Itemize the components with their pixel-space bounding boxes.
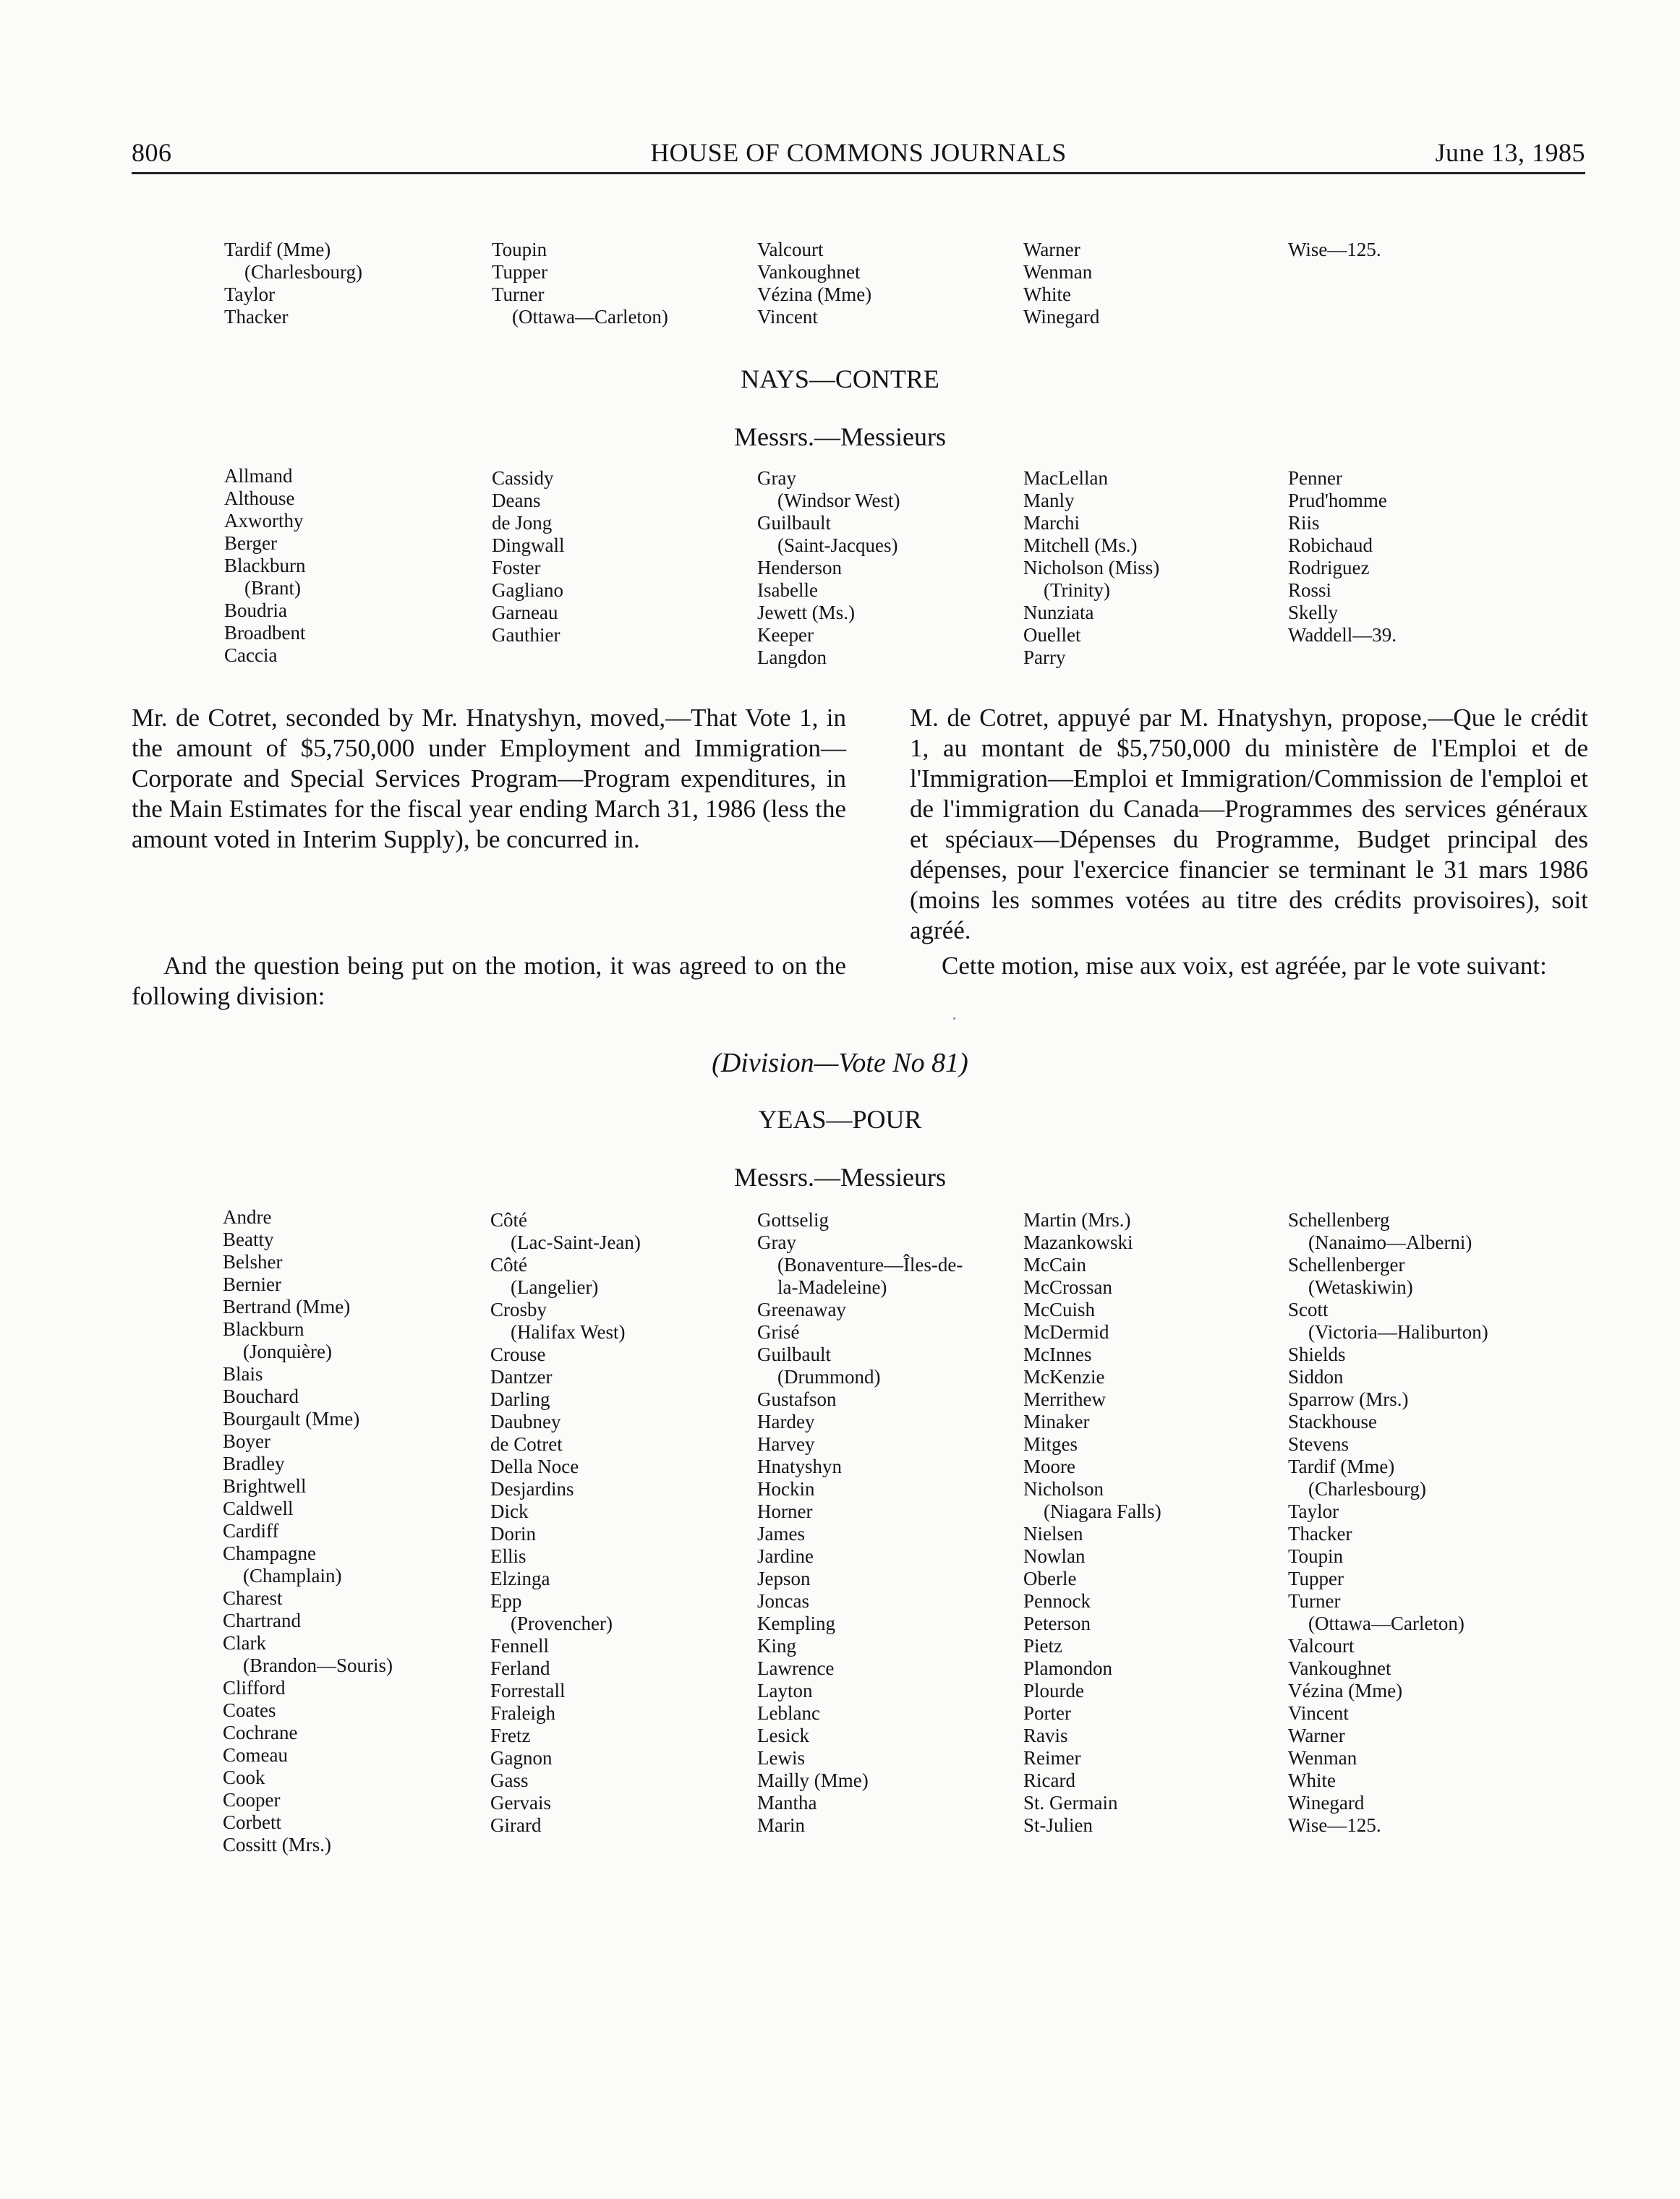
member-name: Jepson (757, 1568, 811, 1589)
member-name: Blais (223, 1363, 263, 1385)
yeas-column-3 (757, 1209, 963, 1837)
member-name: Chartrand (223, 1610, 301, 1631)
member-name: Robichaud (1288, 534, 1373, 556)
member-name: Lawrence (757, 1657, 835, 1679)
member-name: Deans (492, 490, 541, 511)
riding-name: (Jonquière) (243, 1341, 332, 1362)
member-name: Corbett (223, 1811, 281, 1833)
top-yeas-column-4 (1023, 239, 1099, 328)
member-name: Della Noce (490, 1456, 579, 1477)
riding-name: (Charlesbourg) (1308, 1478, 1426, 1500)
member-name: Mantha (757, 1792, 817, 1814)
riding-name: (Niagara Falls) (1044, 1500, 1161, 1522)
member-name: Henderson (757, 557, 842, 578)
member-name: Côté (490, 1254, 527, 1276)
member-name: Taylor (1288, 1500, 1339, 1522)
member-name: Vincent (757, 306, 818, 328)
member-name: Greenaway (757, 1299, 846, 1320)
member-name: Hardey (757, 1411, 815, 1432)
member-name: Thacker (1288, 1523, 1352, 1545)
member-name: Vézina (Mme) (757, 283, 872, 305)
member-name: Crouse (490, 1344, 546, 1365)
member-name: Forrestall (490, 1680, 566, 1701)
member-name: Tardif (Mme) (224, 239, 331, 260)
riding-name: (Saint-Jacques) (777, 534, 898, 556)
member-name: Epp (490, 1590, 522, 1612)
member-name: Wenman (1023, 261, 1093, 283)
member-name: St. Germain (1023, 1792, 1118, 1814)
yeas-heading: YEAS—POUR (758, 1105, 922, 1134)
member-name: Allmand (224, 465, 293, 487)
member-name: de Cotret (490, 1433, 563, 1455)
member-name: Isabelle (757, 579, 818, 601)
member-name: Nicholson (Miss) (1023, 557, 1160, 578)
member-name: King (757, 1635, 796, 1657)
member-name: Rossi (1288, 579, 1332, 601)
member-name: Gagnon (490, 1747, 553, 1769)
member-name: Sparrow (Mrs.) (1288, 1388, 1409, 1410)
member-name: Vézina (Mme) (1288, 1680, 1403, 1701)
member-name: Thacker (224, 306, 289, 328)
member-name: Bernier (223, 1273, 281, 1295)
member-name: Jewett (Ms.) (757, 602, 855, 623)
member-name: Vincent (1288, 1702, 1349, 1724)
print-speck (953, 1017, 955, 1020)
riding-name: (Halifax West) (511, 1321, 626, 1343)
member-name: Beatty (223, 1229, 274, 1250)
question-french: Cette motion, mise aux voix, est agréée, par le vote suivant: (942, 952, 1547, 980)
top-yeas-column-1 (224, 239, 362, 328)
member-name: Mitges (1023, 1433, 1078, 1455)
member-name: Garneau (492, 602, 558, 623)
member-name: Tardif (Mme) (1288, 1456, 1395, 1477)
member-name: Darling (490, 1388, 550, 1410)
member-name: Turner (492, 283, 545, 305)
member-name: Skelly (1288, 602, 1339, 623)
member-name: Wise—125. (1288, 239, 1381, 260)
motion-english: Mr. de Cotret, seconded by Mr. Hnatyshyn, moved,—That Vote 1, in the amount of $5,750,000 under Employment and Immigration—Corporate and Special Services Program—Program expenditures, in the Main Estimates for the fiscal year ending March 31, 1986 (less the amount voted in Interim Supply), be concurred in. (132, 704, 846, 853)
running-header (132, 137, 1585, 174)
division-title: (Division—Vote No 81) (712, 1048, 968, 1078)
member-name: Caccia (224, 644, 278, 666)
member-name: Nowlan (1023, 1545, 1086, 1567)
member-name: Riis (1288, 512, 1320, 534)
member-name: White (1288, 1769, 1336, 1791)
member-name: Ferland (490, 1657, 550, 1679)
riding-name: (Windsor West) (777, 490, 900, 511)
member-name: Comeau (223, 1744, 288, 1766)
member-name: Valcourt (757, 239, 824, 260)
member-name: Berger (224, 532, 277, 554)
member-name: Oberle (1023, 1568, 1077, 1589)
member-name: Vankoughnet (757, 261, 861, 283)
top-yeas-column-2 (492, 239, 668, 328)
member-name: Mailly (Mme) (757, 1769, 869, 1791)
member-name: Marin (757, 1814, 805, 1836)
member-name: Gray (757, 467, 796, 489)
member-name: Tupper (492, 261, 548, 283)
member-name: McDermid (1023, 1321, 1109, 1343)
member-name: Langdon (757, 646, 827, 668)
member-name: Merrithew (1023, 1388, 1106, 1410)
member-name: Horner (757, 1500, 813, 1522)
member-name: Elzinga (490, 1568, 550, 1589)
member-name: Keeper (757, 624, 814, 646)
member-name: Daubney (490, 1411, 561, 1432)
member-name: Mitchell (Ms.) (1023, 534, 1138, 556)
member-name: Toupin (492, 239, 547, 260)
member-name: Caldwell (223, 1498, 294, 1519)
member-name: McCuish (1023, 1299, 1096, 1320)
member-name: Crosby (490, 1299, 547, 1320)
riding-name: (Victoria—Haliburton) (1308, 1321, 1488, 1343)
member-name: Turner (1288, 1590, 1341, 1612)
journal-date: June 13, 1985 (1435, 138, 1585, 167)
riding-name: (Nanaimo—Alberni) (1308, 1231, 1472, 1253)
member-name: Wenman (1288, 1747, 1357, 1769)
member-name: White (1023, 283, 1071, 305)
member-name: Dingwall (492, 534, 565, 556)
member-name: Vankoughnet (1288, 1657, 1391, 1679)
member-name: Guilbault (757, 1344, 831, 1365)
yeas-column-5 (1288, 1209, 1488, 1837)
member-name: Reimer (1023, 1747, 1081, 1769)
member-name: Nicholson (1023, 1478, 1104, 1500)
member-name: Plourde (1023, 1680, 1084, 1701)
riding-name: (Langelier) (511, 1276, 599, 1298)
member-name: Jardine (757, 1545, 814, 1567)
nays-column-1 (224, 465, 305, 667)
member-name: Pietz (1023, 1635, 1062, 1657)
member-name: Boyer (223, 1430, 270, 1452)
member-name: Desjardins (490, 1478, 574, 1500)
member-name: Mazankowski (1023, 1231, 1133, 1253)
member-name: Warner (1023, 239, 1080, 260)
member-name: James (757, 1523, 805, 1545)
member-name: Rodriguez (1288, 557, 1370, 578)
member-name: Foster (492, 557, 541, 578)
member-name: Girard (490, 1814, 542, 1836)
member-name: Gervais (490, 1792, 551, 1814)
riding-name: (Provencher) (511, 1613, 613, 1634)
member-name: Warner (1288, 1725, 1345, 1746)
member-name: Prud'homme (1288, 490, 1387, 511)
member-name: Moore (1023, 1456, 1075, 1477)
riding-name: la-Madeleine) (777, 1276, 887, 1298)
member-name: Andre (223, 1206, 272, 1228)
member-name: Valcourt (1288, 1635, 1355, 1657)
member-name: Fretz (490, 1725, 531, 1746)
member-name: Wise—125. (1288, 1814, 1381, 1836)
member-name: Tupper (1288, 1568, 1344, 1589)
riding-name: (Trinity) (1044, 579, 1111, 601)
member-name: Cook (223, 1767, 265, 1788)
member-name: Schellenberger (1288, 1254, 1405, 1276)
header-rule (132, 172, 1585, 174)
member-name: Bourgault (Mme) (223, 1408, 360, 1430)
member-name: Clifford (223, 1677, 286, 1699)
member-name: Gauthier (492, 624, 560, 646)
member-name: Stackhouse (1288, 1411, 1377, 1432)
riding-name: (Charlesbourg) (244, 261, 362, 283)
member-name: Marchi (1023, 512, 1080, 534)
member-name: McCrossan (1023, 1276, 1112, 1298)
member-name: Peterson (1023, 1613, 1091, 1634)
member-name: Martin (Mrs.) (1023, 1209, 1131, 1231)
member-name: Lewis (757, 1747, 805, 1769)
member-name: Gagliano (492, 579, 563, 601)
member-name: Côté (490, 1209, 527, 1231)
member-name: Ricard (1023, 1769, 1075, 1791)
member-name: Minaker (1023, 1411, 1090, 1432)
member-name: Winegard (1288, 1792, 1365, 1814)
riding-name: (Brant) (244, 577, 301, 599)
member-name: Cassidy (492, 467, 554, 489)
member-name: Boudria (224, 599, 287, 621)
member-name: Blackburn (223, 1318, 304, 1340)
member-name: de Jong (492, 512, 553, 534)
member-name: Winegard (1023, 306, 1100, 328)
member-name: Schellenberg (1288, 1209, 1390, 1231)
member-name: Fraleigh (490, 1702, 555, 1724)
member-name: Gray (757, 1231, 796, 1253)
nays-heading: NAYS—CONTRE (741, 364, 939, 393)
member-name: Dantzer (490, 1366, 553, 1388)
member-name: McCain (1023, 1254, 1086, 1276)
member-name: Gass (490, 1769, 529, 1791)
yeas-column-1 (223, 1206, 393, 1856)
nays-column-4 (1023, 467, 1159, 669)
member-name: Bertrand (Mme) (223, 1296, 351, 1318)
member-name: Stevens (1288, 1433, 1349, 1455)
nays-subheading: Messrs.—Messieurs (734, 422, 946, 451)
member-name: Guilbault (757, 512, 831, 534)
member-name: McInnes (1023, 1344, 1092, 1365)
member-name: MacLellan (1023, 467, 1108, 489)
member-name: Althouse (224, 487, 295, 509)
riding-name: (Champlain) (243, 1565, 342, 1587)
member-name: Broadbent (224, 622, 306, 644)
top-yeas-column-3 (757, 239, 871, 328)
yeas-column-4 (1023, 1209, 1161, 1837)
member-name: Kempling (757, 1613, 835, 1634)
member-name: Gustafson (757, 1388, 837, 1410)
riding-name: (Ottawa—Carleton) (1308, 1613, 1464, 1634)
riding-name: (Lac-Saint-Jean) (511, 1231, 641, 1253)
page-number: 806 (132, 138, 172, 167)
journal-title: HOUSE OF COMMONS JOURNALS (650, 138, 1067, 167)
member-name: Layton (757, 1680, 813, 1701)
member-name: Waddell—39. (1288, 624, 1397, 646)
nays-column-5 (1288, 467, 1397, 646)
member-name: Bradley (223, 1453, 285, 1474)
member-name: Nunziata (1023, 602, 1094, 623)
member-name: Dick (490, 1500, 529, 1522)
top-yeas-column-5 (1288, 239, 1381, 261)
member-name: Lesick (757, 1725, 809, 1746)
member-name: Shields (1288, 1344, 1346, 1365)
member-name: Coates (223, 1699, 276, 1721)
nays-column-2 (492, 467, 565, 646)
member-name: Porter (1023, 1702, 1071, 1724)
yeas-column-2 (490, 1209, 641, 1837)
member-name: Joncas (757, 1590, 809, 1612)
member-name: Harvey (757, 1433, 815, 1455)
member-name: Manly (1023, 490, 1075, 511)
member-name: Fennell (490, 1635, 549, 1657)
member-name: Grisé (757, 1321, 800, 1343)
member-name: Dorin (490, 1523, 536, 1545)
member-name: Ravis (1023, 1725, 1068, 1746)
nays-column-3 (757, 467, 900, 669)
member-name: Hockin (757, 1478, 815, 1500)
member-name: Bouchard (223, 1385, 299, 1407)
member-name: Toupin (1288, 1545, 1344, 1567)
riding-name: (Wetaskiwin) (1308, 1276, 1413, 1298)
member-name: Cossitt (Mrs.) (223, 1834, 332, 1856)
member-name: Cochrane (223, 1722, 298, 1743)
member-name: Blackburn (224, 555, 306, 576)
riding-name: (Bonaventure—Îles-de- (777, 1254, 963, 1276)
member-name: Taylor (224, 283, 276, 305)
member-name: Ouellet (1023, 624, 1081, 646)
yeas-subheading: Messrs.—Messieurs (734, 1163, 946, 1192)
member-name: Gottselig (757, 1209, 829, 1231)
member-name: Plamondon (1023, 1657, 1113, 1679)
member-name: Hnatyshyn (757, 1456, 842, 1477)
member-name: Nielsen (1023, 1523, 1083, 1545)
member-name: Parry (1023, 646, 1066, 668)
member-name: Scott (1288, 1299, 1329, 1320)
member-name: McKenzie (1023, 1366, 1105, 1388)
question-english: And the question being put on the motion, it was agreed to on the following division: (132, 952, 846, 1010)
member-name: Leblanc (757, 1702, 820, 1724)
member-name: Cooper (223, 1789, 281, 1811)
member-name: Cardiff (223, 1520, 279, 1542)
motion-french: M. de Cotret, appuyé par M. Hnatyshyn, propose,—Que le crédit 1, au montant de $5,750,000 du ministère de l'Emploi et de l'Immigration—Emploi et Immigration/Commission de l'emploi et de l'immigration du Canada—Programmes des services généraux et spéciaux—Dépenses du Programme, Budget principal des dépenses, pour l'exercice financier se terminant le 31 mars 1986 (moins les sommes votées au titre des crédits provisoires), soit agréé. (910, 704, 1588, 944)
riding-name: (Drummond) (777, 1366, 881, 1388)
member-name: Ellis (490, 1545, 526, 1567)
member-name: Siddon (1288, 1366, 1344, 1388)
member-name: Pennock (1023, 1590, 1091, 1612)
member-name: Axworthy (224, 510, 304, 531)
member-name: Clark (223, 1632, 266, 1654)
member-name: Penner (1288, 467, 1342, 489)
member-name: Charest (223, 1587, 283, 1609)
member-name: St-Julien (1023, 1814, 1093, 1836)
member-name: Champagne (223, 1542, 316, 1564)
riding-name: (Ottawa—Carleton) (512, 306, 668, 328)
riding-name: (Brandon—Souris) (243, 1654, 393, 1676)
member-name: Belsher (223, 1251, 283, 1273)
member-name: Brightwell (223, 1475, 307, 1497)
